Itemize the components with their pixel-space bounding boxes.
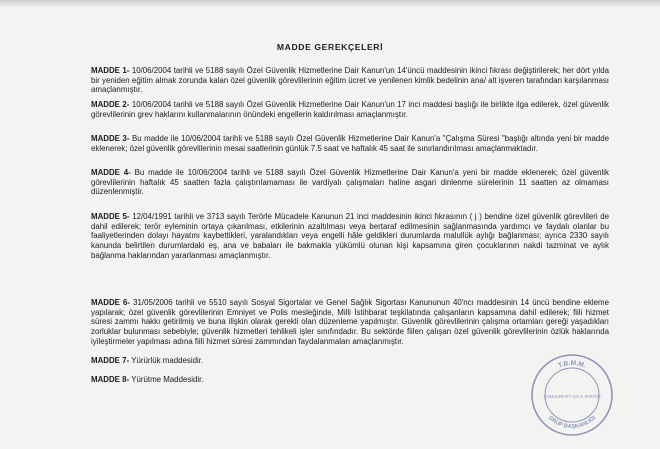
- article-1: [91, 66, 609, 95]
- article-2-text: 10/06/2004 tarihli ve 5188 sayılı Özel Güvenlik Hizmetlerine Dair Kanun'un 17 inci maddesi başlığı ile birlikte ilga edilerek, özel güvenlik görevlilerinin grev haklarını kullanmalarının önündeki engellerin kaldırılması amaçlanmıştır.: [91, 100, 609, 119]
- article-1-text: 10/06/2004 tarihli ve 5188 sayılı Özel Güvenlik Hizmetlerine Dair Kanun'un 14'üncü maddesinin ikinci fıkrası değiştirilerek; her dört yılda bir yeniden eğitim almak zorunda kalan özel güvenlik görevlilerinin eğitim ücret ve yenilenen kimlik bedelinin ana/ alt işveren tarafından karşılanması amaçlanmıştır.: [91, 66, 609, 95]
- article-5: [91, 212, 609, 261]
- article-7-label: MADDE 7-: [91, 356, 130, 365]
- scan-header-strip: [0, 0, 660, 6]
- article-3-text: Bu madde ile 10/06/2004 tarihli ve 5188 sayılı Özel Güvenlik Hizmetlerine Dair Kanun'a "Çalışma Süresi "başlığı altında yeni bir madde eklenerek; özel güvenlik görevlilerinin mesai saatlerinin günlük 7.5 saat ve haftalık 45 saat ile sınırlandırılması amaçlanmaktadır.: [91, 134, 609, 153]
- article-3: [91, 134, 609, 153]
- article-4: [91, 168, 609, 197]
- article-4-text: Bu madde ile 10/06/2004 tarihli ve 5188 sayılı Özel Güvenlik Hizmetlerine Dair Kanun'a yeni bir madde eklenerek; özel güvenlik görevlilerinin haftalık 45 saatten fazla çalıştırılamaması ile vardiyalı çalışmaları haline asgari dinlenme sürelerinin 11 saatten az olmaması düzenlenmiştir.: [91, 168, 609, 197]
- article-4-label: MADDE 4-: [91, 168, 131, 177]
- article-1-label: MADDE 1-: [91, 66, 130, 75]
- article-8-label: MADDE 8-: [91, 375, 130, 384]
- article-7-text: Yürürlük maddesidir.: [131, 356, 204, 365]
- svg-text:T.B.M.M.: T.B.M.M.: [557, 359, 587, 370]
- article-5-text: 12/04/1991 tarihli ve 3713 sayılı Terörle Mücadele Kanunun 21 inci maddesinin ikinci fıkrasının ( j ) bendine özel güvenlik görevlileri de dahil edilerek; terör eyleminin ortaya çıkarılması, etkilerinin azaltılması veya bertaraf edilmesinin sağlanmasında yardımcı ve faydalı olanlar bu faaliyetlerinden dolayı hayatını kaybettikleri, yaralandıkları veya engelli hâle geldikleri durumlarda malullük aylığı bağlanması; ayrıca 2330 sayılı kanunda belirtilen durumlardaki eş, ana ve babaları ile bakmakla yükümlü olunan kişi kapsamına giren çocuklarının nakdi tazminat ve aylık bağlanma haklarından yararlanması amaçlanmıştır.: [91, 212, 609, 260]
- article-6: [91, 298, 609, 347]
- article-6-text: 31/05/2006 tarihli ve 5510 sayılı Sosyal Sigortalar ve Genel Sağlık Sigortası Kanununun 40'ncı maddesinin 14 üncü bendine ekleme yapılarak; özel güvenlik görevlilerinin Emniyet ve Polis mesleğinde, Milli İstihbarat teşkilatında çalışanların kapsamına dahil edilerek; fiili hizmet süresi zammı hakkı getirilmiş ve buna ilişkin olarak gerekli olan düzenleme yapılmıştır. Güvenlik görevlilerinin çalışma ortamları gereği yaşadıkları zorluklar bulunması sebebiyle; güvenlik hizmetleri tehlikeli işler sınıfındadır. Bu sektörde fiilen çalışan özel güvenlik görevlilerinin özlük haklarında iyileştirmeler yapılması adına fiili hizmet süresi zammından faydalanmaları amaçlanmıştır.: [91, 298, 609, 346]
- official-stamp-seal: [529, 352, 615, 438]
- article-5-label: MADDE 5-: [91, 212, 130, 221]
- svg-text:CUMHURİYET HALK PARTİSİ: CUMHURİYET HALK PARTİSİ: [543, 394, 601, 399]
- article-8-text: Yürütme Maddesidir.: [131, 375, 204, 384]
- article-2-label: MADDE 2-: [91, 100, 130, 109]
- article-2: [91, 100, 609, 119]
- article-3-label: MADDE 3-: [91, 134, 130, 143]
- article-6-label: MADDE 6-: [91, 298, 131, 307]
- svg-text:GRUP BAŞKANLIĞI: GRUP BAŞKANLIĞI: [547, 415, 598, 431]
- document-title: MADDE GEREKÇELERİ: [276, 42, 384, 52]
